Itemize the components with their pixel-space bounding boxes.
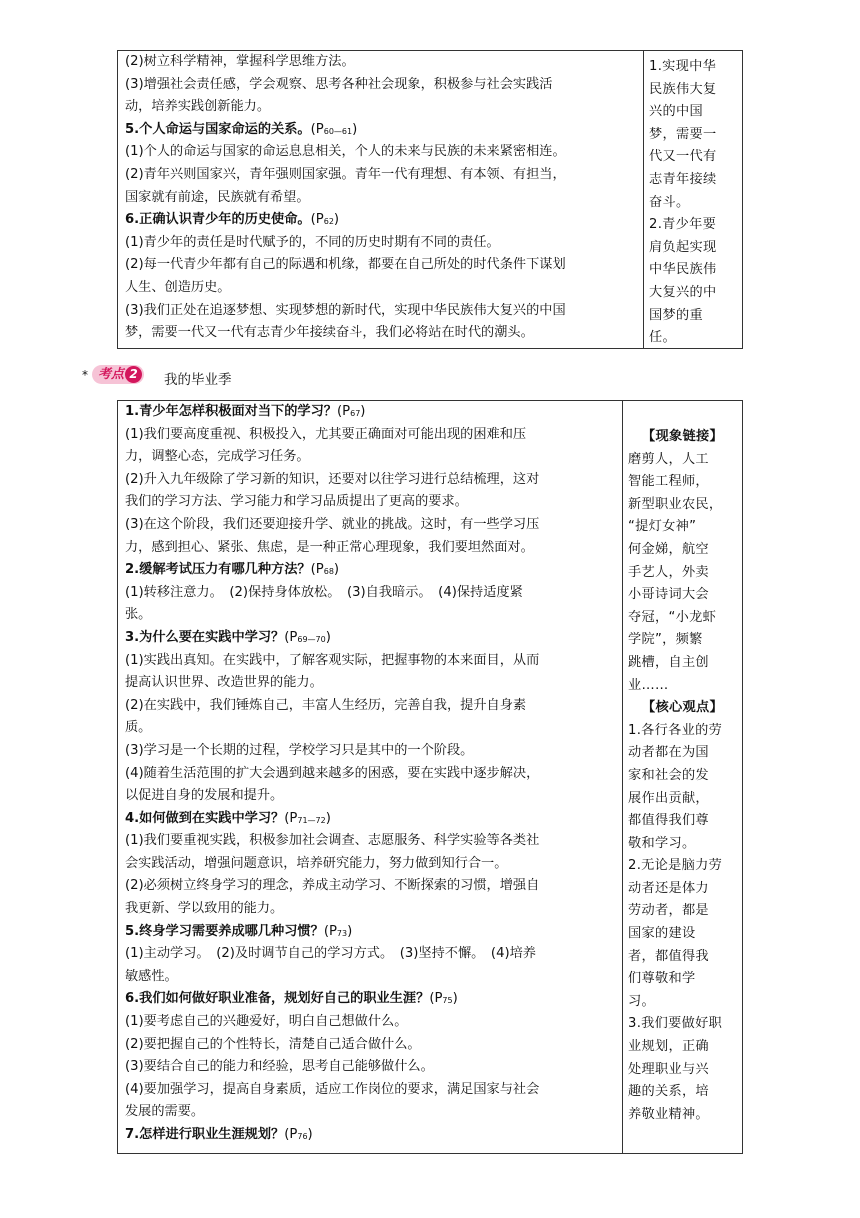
table-1-main-column — [118, 51, 644, 348]
side-text-line: 磨剪人，人工 — [628, 451, 709, 467]
side-text-line: 1.实现中华 — [649, 59, 717, 74]
page-reference: $(P_{68})$ — [310, 562, 340, 578]
text-line — [118, 830, 622, 853]
question-heading — [118, 808, 622, 831]
text-line — [118, 424, 622, 447]
kaodian-number: 2 — [125, 366, 142, 383]
summary-table-1 — [117, 50, 743, 349]
side-text-line: 都值得我们尊 — [628, 813, 709, 829]
line-text: (2)升入九年级除了学习新的知识，还要对以往学习进行总结梳理，这对 — [125, 471, 540, 487]
page-reference: $(P_{62})$ — [310, 212, 340, 228]
line-text: (3)增强社会责任感，学会观察、思考各种社会现象，积极参与社会实践活 — [125, 76, 553, 92]
kaodian-badge — [92, 365, 144, 384]
line-text: 我更新、学以致用的能力。 — [125, 901, 284, 917]
line-text: (2)青年兴则国家兴，青年强则国家强。青年一代有理想、有本领、有担当， — [125, 166, 566, 182]
line-text: 提高认识世界、改造世界的能力。 — [125, 675, 323, 691]
line-text: (1)要考虑自己的兴趣爱好，明白自己想做什么。 — [125, 1014, 408, 1030]
line-text: (3)学习是一个长期的过程，学校学习只是其中的一个阶段。 — [125, 742, 474, 758]
line-text: 力，调整心态，完成学习任务。 — [125, 449, 310, 465]
line-text: 1.青少年怎样积极面对当下的学习？ — [125, 404, 337, 419]
line-text: (1)青少年的责任是时代赋予的，不同的历史时期有不同的责任。 — [125, 234, 500, 250]
page-reference: $(P_{73})$ — [323, 923, 353, 939]
line-text: (2)每一代青少年都有自己的际遇和机缘，都要在自己所处的时代条件下谋划 — [125, 257, 566, 273]
side-text-line: 动者还是体力 — [628, 880, 709, 896]
side-text-line: 大复兴的中 — [649, 284, 717, 300]
side-text-line: “提灯女神” — [628, 519, 697, 535]
side-text-line: 代又一代有 — [649, 149, 717, 165]
side-text-line: 中华民族伟 — [649, 262, 717, 278]
line-text: (1)主动学习。 (2)及时调节自己的学习方式。 (3)坚持不懈。 (4)培养 — [125, 946, 536, 962]
line-text: 5.个人命运与国家命运的关系。 — [125, 121, 311, 137]
page-reference: $(P_{75})$ — [429, 991, 458, 1007]
side-text-line: 展作出贡献， — [628, 790, 709, 806]
page-reference: $(P_{69—70})$ — [284, 629, 331, 645]
table-2-side-column — [623, 401, 742, 1153]
question-heading — [118, 119, 643, 142]
text-line — [118, 74, 643, 97]
question-heading — [118, 627, 622, 650]
line-text: 力，感到担心、紧张、焦虑，是一种正常心理现象，我们要坦然面对。 — [125, 539, 534, 555]
side-heading: 【核心观点】 — [642, 700, 723, 716]
text-line — [118, 785, 622, 808]
text-line — [118, 96, 643, 119]
line-text: (1)实践出真知。在实践中，了解客观实际，把握事物的本来面目，从而 — [125, 652, 540, 668]
line-text: (1)我们要高度重视、积极投入，尤其要正确面对可能出现的困难和压 — [125, 426, 527, 442]
side-text-line: 业…… — [628, 677, 669, 693]
page-reference: $(P_{67})$ — [337, 404, 366, 419]
text-line — [118, 763, 622, 786]
text-line — [118, 187, 643, 210]
side-text-line: 3.我们要做好职 — [628, 1016, 723, 1032]
line-text: 6.我们如何做好职业准备，规划好自己的职业生涯？ — [125, 991, 430, 1007]
text-line — [118, 582, 622, 605]
line-text: 我们的学习方法、学习能力和学习品质提出了更高的要求。 — [125, 494, 468, 510]
text-line — [118, 322, 643, 345]
line-text: 发展的需要。 — [125, 1104, 205, 1120]
text-line — [118, 853, 622, 876]
side-text-line: 夺冠，“小龙虾 — [628, 609, 717, 625]
side-text-line: 养敬业精神。 — [628, 1106, 709, 1122]
line-text: 国家就有前途，民族就有希望。 — [125, 189, 310, 205]
side-text-line: 智能工程师， — [628, 474, 709, 490]
text-line — [118, 164, 643, 187]
side-text-line: 1.各行各业的劳 — [628, 722, 723, 738]
line-text: (4)要加强学习，提高自身素质，适应工作岗位的要求，满足国家与社会 — [125, 1081, 540, 1097]
side-text-line: 新型职业农民， — [628, 496, 723, 512]
text-line — [118, 1034, 622, 1057]
line-text: 2.缓解考试压力有哪几种方法？ — [125, 562, 311, 578]
side-text-line: 趣的关系，培 — [628, 1084, 709, 1100]
table-1-side-column — [644, 51, 742, 348]
line-text: 敏感性。 — [125, 968, 178, 984]
line-text: (1)转移注意力。 (2)保持身体放松。 (3)自我暗示。 (4)保持适度紧 — [125, 584, 523, 600]
line-text: (1)我们要重视实践，积极参加社会调查、志愿服务、科学实验等各类社 — [125, 833, 540, 849]
text-line — [118, 1079, 622, 1102]
text-line — [118, 1056, 622, 1079]
line-text: (4)随着生活范围的扩大会遇到越来越多的困惑，要在实践中逐步解决， — [125, 765, 540, 781]
side-text-line: 民族伟大复 — [649, 81, 717, 97]
line-text: 人生、创造历史。 — [125, 279, 231, 295]
text-line — [118, 141, 643, 164]
side-text-line: 国梦的重 — [649, 307, 703, 323]
text-line — [118, 650, 622, 673]
table-2-main-column — [118, 401, 623, 1153]
text-line — [118, 672, 622, 695]
line-text: 质。 — [125, 720, 152, 736]
page-reference: $(P_{60—61})$ — [310, 121, 358, 137]
side-text-line: 手艺人，外卖 — [628, 564, 709, 580]
summary-table-2 — [117, 400, 743, 1154]
line-text: (2)树立科学精神，掌握科学思维方法。 — [125, 54, 355, 69]
text-line — [118, 277, 643, 300]
text-line — [118, 254, 643, 277]
line-text: (2)在实践中，我们锤炼自己，丰富人生经历，完善自我，提升自身素 — [125, 697, 527, 713]
page-reference: $(P_{76})$ — [284, 1127, 313, 1142]
text-line — [118, 943, 622, 966]
text-line — [118, 966, 622, 989]
question-heading — [118, 401, 622, 424]
line-text: (3)我们正处在追逐梦想、实现梦想的新时代，实现中华民族伟大复兴的中国 — [125, 302, 566, 318]
line-text: 3.为什么要在实践中学习？ — [125, 629, 285, 645]
side-text-line: 志青年接续 — [649, 171, 717, 187]
side-text-line: 奋斗。 — [649, 194, 690, 210]
line-text: 以促进自身的发展和提升。 — [125, 788, 284, 804]
side-text-line: 国家的建设 — [628, 926, 696, 942]
line-text: (3)在这个阶段，我们还要迎接升学、就业的挑战。这时，有一些学习压 — [125, 516, 540, 532]
side-text-line: 习。 — [628, 993, 655, 1009]
side-heading: 【现象链接】 — [642, 429, 723, 444]
side-text-line: 肩负起实现 — [649, 239, 717, 255]
text-line — [118, 898, 622, 921]
text-line — [118, 446, 622, 469]
side-text-line: 动者都在为国 — [628, 745, 709, 761]
side-text-line: 业规划，正确 — [628, 1039, 709, 1055]
line-text: 会实践活动，增强问题意识，培养研究能力，努力做到知行合一。 — [125, 855, 508, 871]
question-heading — [118, 209, 643, 232]
line-text: 梦，需要一代又一代有志青少年接续奋斗，我们必将站在时代的潮头。 — [125, 325, 534, 341]
kaodian-badge-label: 考点 — [98, 367, 125, 382]
side-text-line: 2.青少年要 — [649, 217, 717, 233]
text-line — [118, 491, 622, 514]
star-mark: * — [82, 368, 88, 382]
side-text-line: 小哥诗词大会 — [628, 587, 709, 603]
text-line — [118, 232, 643, 255]
question-heading — [118, 559, 622, 582]
text-line — [118, 51, 643, 74]
side-text-line: 家和社会的发 — [628, 767, 709, 783]
text-line — [118, 514, 622, 537]
question-heading — [118, 988, 622, 1011]
section-title: 我的毕业季 — [164, 372, 232, 388]
text-line — [118, 1101, 622, 1124]
side-text-line: 者，都值得我 — [628, 948, 709, 964]
line-text: 动，培养实践创新能力。 — [125, 99, 271, 115]
text-line — [118, 717, 622, 740]
text-line — [118, 740, 622, 763]
line-text: 张。 — [125, 607, 152, 623]
side-text-line: 学院”，频繁 — [628, 632, 703, 648]
text-line — [118, 875, 622, 898]
question-heading — [118, 921, 622, 944]
line-text: (2)必须树立终身学习的理念，养成主动学习、不断探索的习惯，增强自 — [125, 878, 540, 894]
line-text: 5.终身学习需要养成哪几种习惯？ — [125, 923, 324, 939]
side-text-line: 敬和学习。 — [628, 835, 696, 851]
text-line — [118, 1011, 622, 1034]
line-text: (3)要结合自己的能力和经验，思考自己能够做什么。 — [125, 1059, 434, 1075]
page-reference: $(P_{71—72})$ — [284, 810, 331, 826]
side-text-line: 任。 — [649, 330, 676, 346]
text-line — [118, 695, 622, 718]
side-text-line: 们尊敬和学 — [628, 971, 696, 987]
side-text-line: 梦，需要一 — [649, 126, 717, 142]
line-text: 7.怎样进行职业生涯规划？ — [125, 1127, 285, 1142]
line-text: (2)要把握自己的个性特长，清楚自己适合做什么。 — [125, 1036, 421, 1052]
line-text: 6.正确认识青少年的历史使命。 — [125, 212, 311, 228]
side-text-line: 兴的中国 — [649, 104, 703, 120]
text-line — [118, 300, 643, 323]
side-text-line: 劳动者，都是 — [628, 903, 709, 919]
side-text-line: 何金娣，航空 — [628, 541, 709, 557]
text-line — [118, 604, 622, 627]
line-text: (1)个人的命运与国家的命运息息相关，个人的未来与民族的未来紧密相连。 — [125, 144, 566, 160]
side-text-line: 跳槽，自主创 — [628, 654, 709, 670]
question-heading — [118, 1124, 622, 1147]
side-text-line: 2.无论是脑力劳 — [628, 858, 723, 874]
line-text: 4.如何做到在实践中学习？ — [125, 810, 285, 826]
text-line — [118, 469, 622, 492]
side-text-line: 处理职业与兴 — [628, 1061, 709, 1077]
text-line — [118, 537, 622, 560]
